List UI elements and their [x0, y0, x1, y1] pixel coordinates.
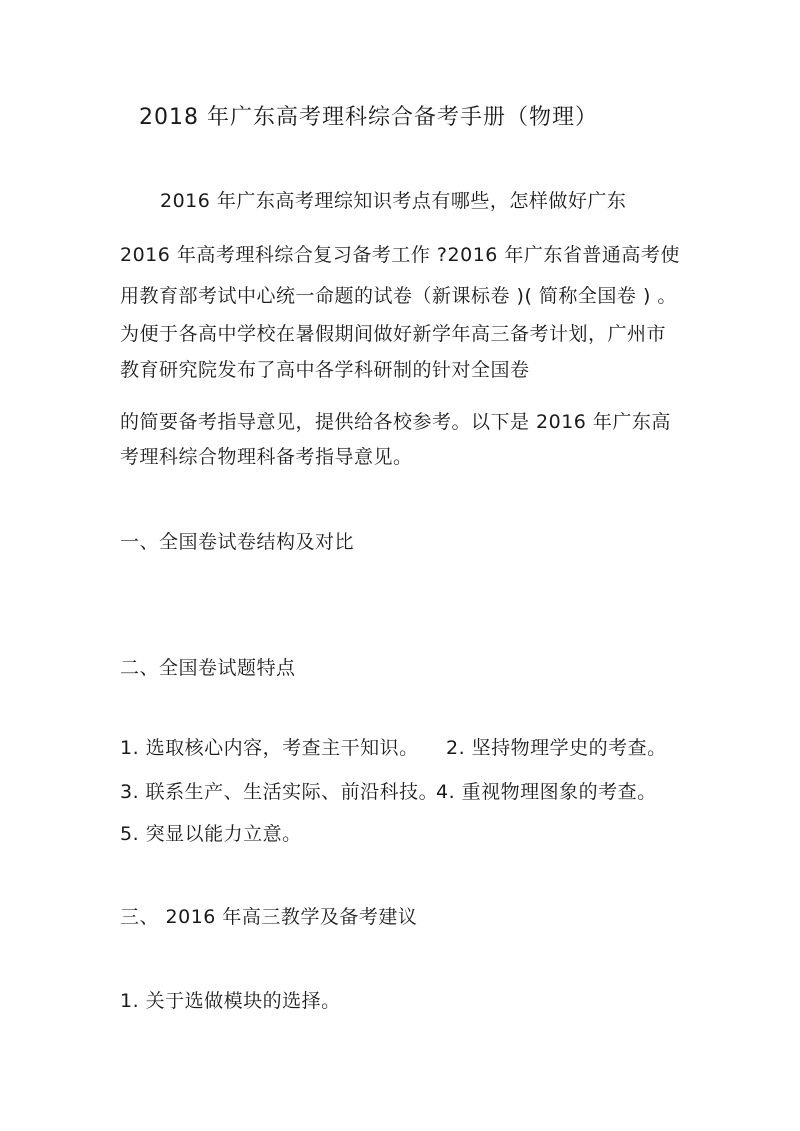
intro-line: 考理科综合物理科备考指导意见。 [120, 446, 413, 468]
section-heading: 二、全国卷试题特点 [120, 657, 296, 679]
intro-line: 2016 年高考理科综合复习备考工作 ?2016 年广东省普通高考使 [120, 244, 680, 266]
list-item: 1. 关于选做模块的选择。 [120, 990, 341, 1012]
list-item: 2. 坚持物理学史的考查。 [446, 737, 667, 759]
list-item: 4. 重视物理图象的考查。 [436, 781, 657, 803]
document-title: 2018 年广东高考理科综合备考手册（物理） [139, 105, 598, 130]
list-item: 3. 联系生产、生活实际、前沿科技。 [120, 781, 439, 803]
section-heading: 一、全国卷试卷结构及对比 [120, 531, 355, 553]
section-heading: 三、 2016 年高三教学及备考建议 [120, 906, 418, 928]
list-item: 1. 选取核心内容，考查主干知识。 [120, 737, 419, 759]
intro-line: 为便于各高中学校在暑假期间做好新学年高三备考计划，广州市 [120, 323, 667, 345]
intro-line: 的简要备考指导意见，提供给各校参考。以下是 2016 年广东高 [120, 411, 671, 433]
list-item: 5. 突显以能力立意。 [120, 823, 302, 845]
intro-line: 2016 年广东高考理综知识考点有哪些，怎样做好广东 [160, 190, 627, 212]
intro-line: 教育研究院发布了高中各学科研制的针对全国卷 [120, 359, 530, 381]
intro-line: 用教育部考试中心统一命题的试卷（新课标卷 )( 简称全国卷 ) 。 [120, 285, 677, 307]
